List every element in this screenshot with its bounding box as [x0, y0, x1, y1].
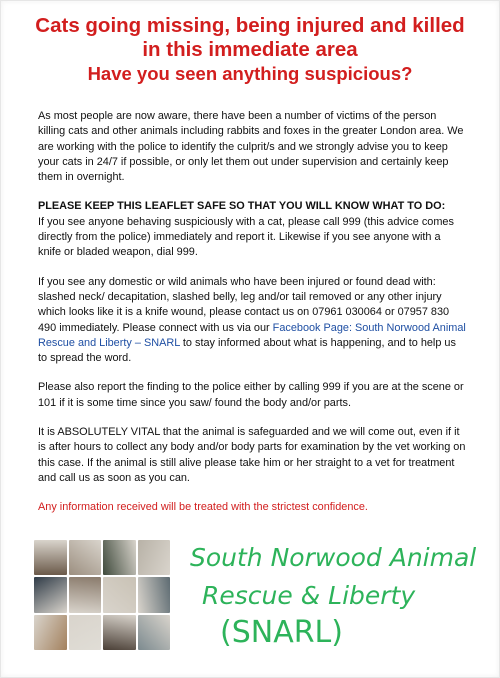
collage-photo-tile — [103, 615, 136, 650]
vital-paragraph: It is ABSOLUTELY VITAL that the animal is safeguarded and we will come out, even if it is after hours to collect any body and/or body parts for examination by the vet working on this case. If the animal is still alive please take him or her straight to a vet for treatment and call us as soon as you can. — [38, 426, 466, 484]
found-animal-text: If you see any domestic or wild animals who have been injured or found dead with: slashed neck/ decapitation, slashed belly, leg and/or tail removed or any other injury which looks like it is a knife wound, please contact us on 07961 030064 or 07957 830 490 immediately. Please connect with us via our — [38, 275, 450, 334]
collage-photo-tile — [69, 540, 102, 575]
headline-line-2: in this immediate area — [142, 38, 358, 61]
animal-photo-collage — [34, 540, 170, 650]
found-animal-paragraph — [38, 275, 466, 367]
collage-photo-tile — [138, 615, 171, 650]
intro-paragraph: As most people are now aware, there have been a number of victims of the person killing cats and other animals including rabbits and foxes in the greater London area. We are working with the police to identify the culprit/s and we strongly advise you to keep your cats in 24/7 if possible, or only let them out under supervision and certainly keep them in overnight. — [38, 110, 464, 184]
logo-line-1: South Norwood Animal — [190, 543, 476, 572]
snarl-logo — [176, 534, 476, 652]
headline-line-1: Cats going missing, being injured and killed — [35, 14, 465, 37]
leaflet-header — [0, 14, 500, 85]
found-animal-text-end: to stay informed about what is happening, and to help us to spread the word. — [38, 336, 456, 365]
headline-subtitle: Have you seen anything suspicious? — [87, 63, 413, 84]
snarl-logo-wordmark — [176, 534, 476, 652]
keep-safe-heading: PLEASE KEEP THIS LEAFLET SAFE SO THAT YOU WILL KNOW WHAT TO DO: — [38, 200, 446, 213]
collage-photo-tile — [138, 540, 171, 575]
collage-photo-tile — [138, 577, 171, 612]
collage-photo-tile — [103, 540, 136, 575]
logo-line-3: (SNARL) — [220, 615, 343, 650]
police-paragraph: Please also report the finding to the police either by calling 999 if you are at the scene or 101 if it is some time since you saw/ found the body and/or parts. — [38, 381, 464, 409]
collage-photo-tile — [34, 615, 67, 650]
collage-photo-tile — [34, 540, 67, 575]
collage-photo-tile — [34, 577, 67, 612]
collage-photo-tile — [69, 577, 102, 612]
leaflet-body — [38, 109, 466, 530]
confidentiality-note: Any information received will be treated with the strictest confidence. — [38, 501, 368, 514]
facebook-page-link[interactable]: Facebook Page: South Norwood Animal Rescue and Liberty – SNARL — [38, 321, 466, 349]
keep-safe-paragraph — [38, 199, 466, 260]
keep-safe-text: If you see anyone behaving suspiciously with a cat, please call 999 (this advice comes directly from the police) immediately and report it. Likewise if you see anyone with a knife or bladed weapon, dial 999. — [38, 215, 454, 259]
collage-photo-tile — [69, 615, 102, 650]
collage-photo-tile — [103, 577, 136, 612]
logo-line-2: Rescue & Liberty — [202, 581, 416, 610]
